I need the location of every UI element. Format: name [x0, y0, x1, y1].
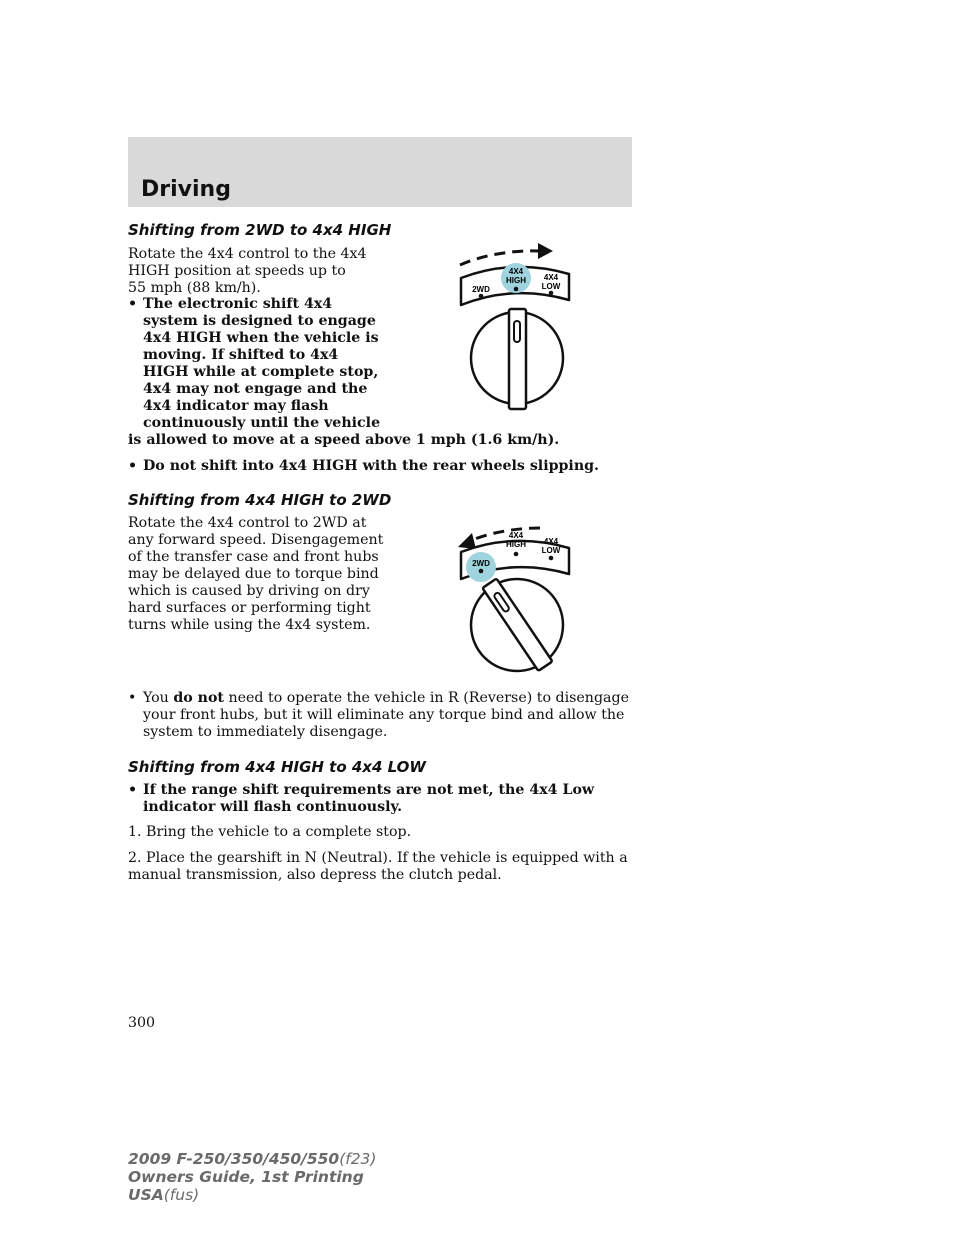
label-2wd: 2WD [472, 285, 490, 294]
label-4x4-low-1: 4X4 [543, 537, 559, 546]
label-4x4-low-1: 4X4 [543, 273, 559, 282]
detent-dot-icon [549, 291, 554, 296]
label-4x4-high-1: 4X4 [508, 267, 524, 276]
label-4x4-high-2: HIGH [506, 540, 526, 549]
detent-dot-icon [514, 287, 519, 292]
label-4x4-high-2: HIGH [506, 276, 526, 285]
page-section-title: Driving [141, 177, 231, 202]
intro-paragraph: Rotate the 4x4 control to the 4x4 HIGH position at speeds up to 55 mph (88 km/h). [128, 246, 367, 296]
detent-dot-icon [514, 552, 519, 557]
arrow-head-icon [538, 243, 553, 259]
dial-figure-2wd [450, 517, 585, 677]
page-number: 300 [128, 1015, 156, 1031]
heading-2wd-to-4x4-high: Shifting from 2WD to 4x4 HIGH [128, 221, 392, 239]
bullet-dot: • [128, 690, 137, 706]
dial-figure-4x4-high [450, 228, 585, 413]
bullet-range-shift-requirements: • If the range shift requirements are not met, the 4x4 Low indicator will flash continuously. [128, 782, 595, 815]
rotation-arrow-icon [470, 528, 540, 541]
rotation-arrow-icon [460, 251, 540, 265]
disengagement-paragraph: Rotate the 4x4 control to 2WD at any forward speed. Disengagement of the transfer case and front hubs may be delayed due to torque bind which is caused by driving on dry hard surfaces or performing tight turns while using the 4x4 system. [128, 515, 384, 633]
bullet-electronic-shift-tail: is allowed to move at a speed above 1 mph (1.6 km/h). [128, 432, 560, 448]
label-2wd: 2WD [472, 559, 490, 568]
heading-4x4-high-to-2wd: Shifting from 4x4 HIGH to 2WD [128, 491, 392, 509]
bullet-no-shift-slipping: • Do not shift into 4x4 HIGH with the rear wheels slipping. [128, 458, 599, 474]
bullet-dot: • [128, 458, 138, 474]
heading-4x4-high-to-4x4-low: Shifting from 4x4 HIGH to 4x4 LOW [128, 758, 426, 776]
bullet-reverse-not-needed: • You do not need to operate the vehicle in R (Reverse) to disengage your front hubs, but it will eliminate any torque bind and allow the system to immediately disengage. [128, 690, 629, 740]
pointer-slot [514, 321, 520, 342]
bullet-dot: • [128, 782, 138, 798]
step-1: 1. Bring the vehicle to a complete stop. [128, 824, 412, 840]
label-4x4-high-1: 4X4 [508, 531, 524, 540]
detent-dot-icon [549, 556, 554, 561]
label-4x4-low-2: LOW [541, 546, 561, 555]
detent-dot-icon [479, 294, 484, 299]
step-2: 2. Place the gearshift in N (Neutral). If the vehicle is equipped with a manual transmission, also depress the clutch pedal. [128, 850, 628, 883]
detent-dot-icon [479, 569, 484, 574]
print-footer: 2009 F-250/350/450/550(f23) Owners Guide, 1st Printing USA(fus) [128, 1150, 377, 1204]
label-4x4-low-2: LOW [541, 282, 561, 291]
bullet-dot: • [128, 296, 138, 312]
bullet-electronic-shift: • The electronic shift 4x4 system is designed to engage 4x4 HIGH when the vehicle is moving. If shifted to 4x4 HIGH while at complete stop, 4x4 may not engage and the 4x4 indicator may flash continuously until the vehicle [128, 296, 381, 431]
